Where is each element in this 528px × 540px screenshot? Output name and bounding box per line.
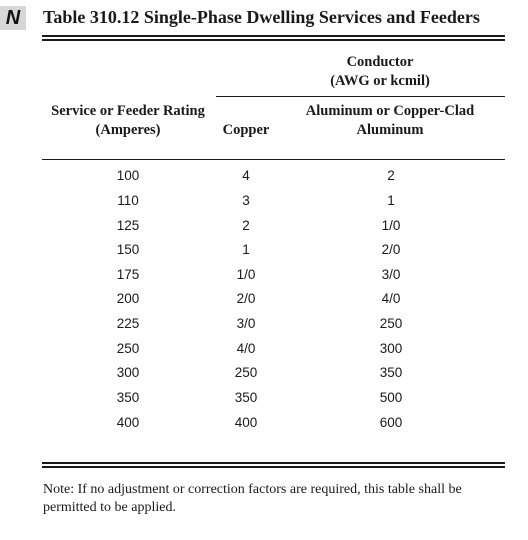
rating-cell: 175: [116, 267, 140, 282]
table-note: Note: If no adjustment or correction factors are required, this table shall be permitted to be applied.: [43, 482, 462, 515]
copper-cell: 350: [234, 390, 258, 405]
aluminum-cell: 350: [379, 365, 403, 380]
bottom-rule-2: [42, 466, 505, 468]
copper-cell: 2/0: [236, 291, 256, 306]
conductor-header: [300, 53, 460, 91]
table-title: Table 310.12 Single-Phase Dwelling Services and Feeders: [43, 7, 480, 27]
rating-cell: 400: [116, 415, 140, 430]
aluminum-header: [290, 102, 490, 140]
copper-cell: 1: [242, 242, 250, 257]
copper-cell: 3/0: [236, 316, 256, 331]
top-rule-1: [42, 35, 505, 37]
rating-header: [42, 102, 214, 140]
bottom-rule-1: [42, 462, 505, 464]
copper-cell: 2: [242, 218, 250, 233]
aluminum-header-line2: Aluminum: [356, 122, 424, 138]
new-section-marker: N: [0, 6, 26, 30]
conductor-header-line1: Conductor: [346, 54, 414, 70]
rating-header-line2: (Amperes): [95, 122, 161, 138]
aluminum-header-line1: Aluminum or Copper-Clad: [305, 103, 475, 119]
rating-cell: 225: [116, 316, 140, 331]
aluminum-cell: 1: [387, 193, 395, 208]
copper-cell: 3: [242, 193, 250, 208]
aluminum-cell: 500: [379, 390, 403, 405]
top-rule-2: [42, 39, 505, 41]
header-bottom-rule: [42, 159, 505, 160]
aluminum-cell: 2: [387, 168, 395, 183]
rating-cell: 300: [116, 365, 140, 380]
rating-header-line1: Service or Feeder Rating: [51, 103, 205, 119]
rating-cell: 200: [116, 291, 140, 306]
conductor-header-line2: (AWG or kcmil): [330, 73, 430, 89]
aluminum-cell: 3/0: [381, 267, 401, 282]
rating-cell: 350: [116, 390, 140, 405]
rating-cell: 150: [116, 242, 140, 257]
copper-cell: 4/0: [236, 341, 256, 356]
aluminum-cell: 2/0: [381, 242, 401, 257]
copper-header: Copper: [222, 122, 270, 138]
conductor-subrule: [216, 96, 505, 97]
copper-cell: 400: [234, 415, 258, 430]
rating-cell: 250: [116, 341, 140, 356]
aluminum-cell: 600: [379, 415, 403, 430]
aluminum-cell: 300: [379, 341, 403, 356]
copper-cell: 1/0: [236, 267, 256, 282]
aluminum-cell: 1/0: [381, 218, 401, 233]
aluminum-cell: 4/0: [381, 291, 401, 306]
rating-cell: 125: [116, 218, 140, 233]
aluminum-cell: 250: [379, 316, 403, 331]
copper-cell: 4: [242, 168, 250, 183]
copper-cell: 250: [234, 365, 258, 380]
rating-cell: 100: [116, 168, 140, 183]
rating-cell: 110: [117, 193, 139, 208]
